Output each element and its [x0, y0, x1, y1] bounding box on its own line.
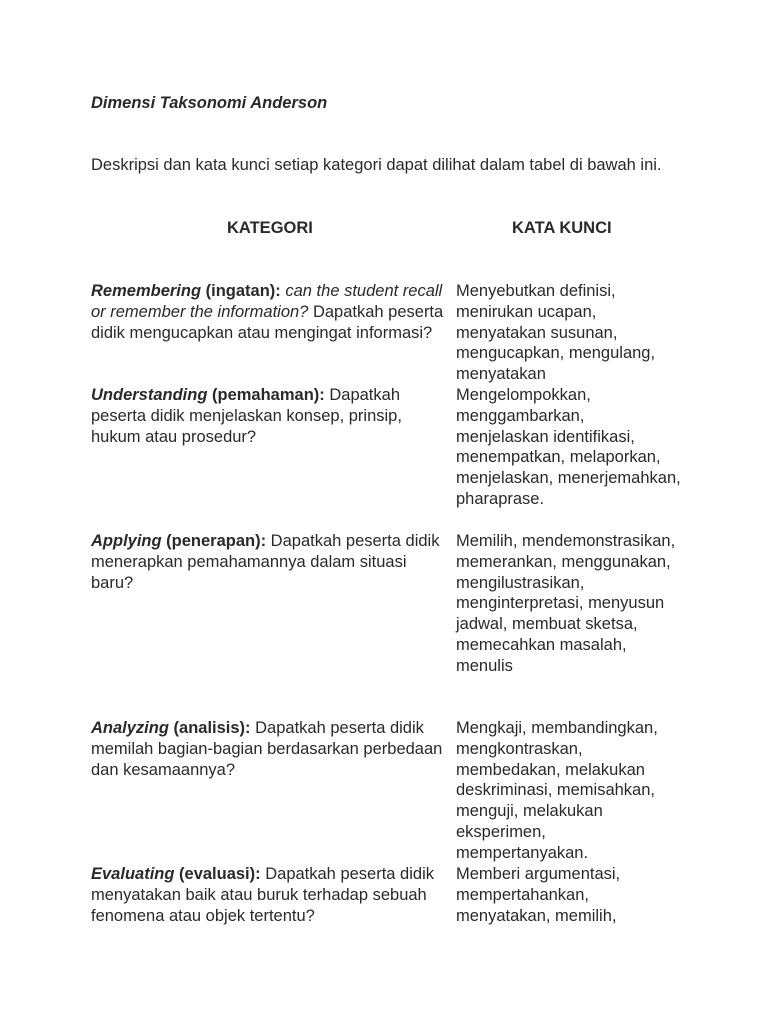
- category-term-id: (analisis):: [168, 719, 251, 737]
- category-cell: [91, 718, 451, 780]
- category-term: Remembering: [91, 282, 202, 300]
- category-question: Dapatkah peserta didik menjelaskan konsep, prinsip, hukum atau prosedur?: [91, 386, 402, 446]
- category-cell: [91, 385, 451, 447]
- keywords-cell: Memberi argumentasi, mempertahankan, menyatakan, memilih,: [456, 865, 621, 925]
- category-question: Dapatkah peserta didik memilah bagian-bagian berdasarkan perbedaan dan kesamaannya?: [91, 719, 443, 779]
- category-question: Dapatkah peserta didik menerapkan pemahamannya dalam situasi baru?: [91, 532, 440, 592]
- category-term: Understanding: [91, 386, 208, 404]
- category-term: Analyzing: [91, 719, 169, 737]
- intro-paragraph: Deskripsi dan kata kunci setiap kategori dapat dilihat dalam tabel di bawah ini.: [91, 156, 662, 174]
- category-cell: [91, 864, 451, 926]
- category-term: Evaluating: [91, 865, 175, 883]
- category-term-id: (penerapan):: [161, 532, 267, 550]
- keywords-cell: Mengkaji, membandingkan, mengkontraskan, membedakan, melakukan deskriminasi, memisahkan, menguji, melakukan eksperimen, mempertanyakan.: [456, 719, 658, 862]
- category-question: Dapatkah peserta didik mengucapkan atau mengingat informasi?: [91, 302, 444, 342]
- category-question: Dapatkah peserta didik menyatakan baik atau buruk terhadap sebuah fenomena atau objek tertentu?: [91, 865, 434, 925]
- header-kata-kunci: KATA KUNCI: [512, 219, 612, 237]
- category-term-id: (evaluasi):: [174, 865, 261, 883]
- category-question-en: can the student recall or remember the information?: [91, 282, 443, 321]
- keywords-cell: Memilih, mendemonstrasikan, memerankan, menggunakan, mengilustrasikan, menginterpretasi, menyusun jadwal, membuat sketsa, memecahkan masalah, menulis: [456, 532, 676, 675]
- category-term-id: (pemahaman):: [207, 386, 325, 404]
- category-cell: [91, 281, 451, 343]
- document-title: Dimensi Taksonomi Anderson: [91, 94, 328, 112]
- keywords-cell: Menyebutkan definisi, menirukan ucapan, menyatakan susunan, mengucapkan, mengulang, menyatakan: [456, 282, 656, 384]
- category-term-id: (ingatan):: [201, 282, 281, 300]
- category-cell: [91, 531, 451, 593]
- category-term: Applying: [91, 532, 162, 550]
- keywords-cell: Mengelompokkan, menggambarkan, menjelaskan identifikasi, menempatkan, melaporkan, menjelaskan, menerjemahkan, pharaprase.: [456, 386, 681, 508]
- header-kategori: KATEGORI: [227, 219, 313, 237]
